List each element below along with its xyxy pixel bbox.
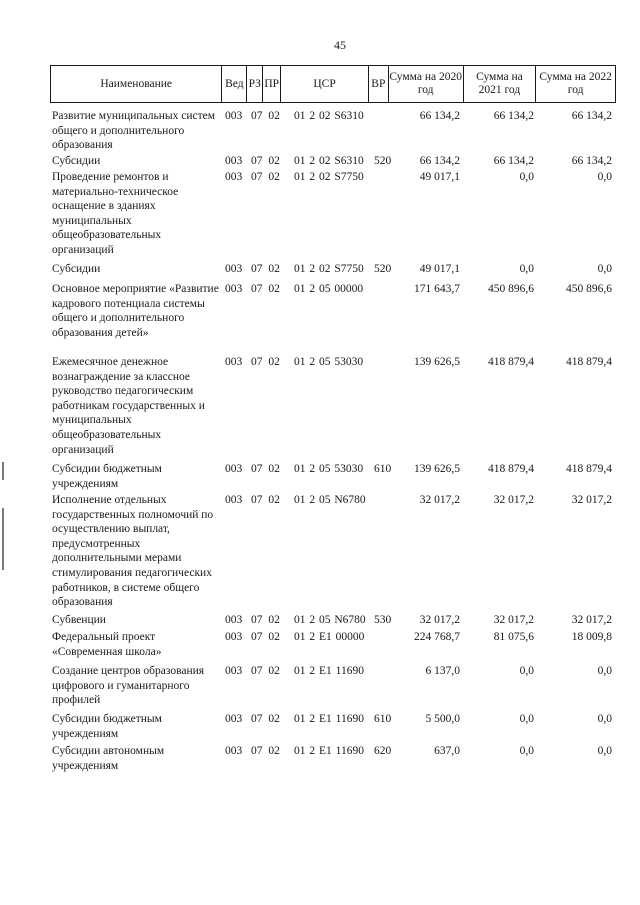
- row-ved: 003: [225, 263, 243, 275]
- row-vr: 620: [374, 745, 392, 757]
- row-name: Субсидии бюджетным учреждениям: [52, 463, 162, 490]
- row-csr: 01 2 E1 00000: [294, 631, 365, 643]
- row-vr: 520: [374, 263, 392, 275]
- column-header-pr: ПР: [263, 66, 281, 102]
- row-name: Субвенции: [52, 614, 106, 626]
- row-rz-pr: 07 02: [251, 713, 280, 725]
- row-sum-2022: 418 879,4: [566, 356, 612, 368]
- row-rz-pr: 07 02: [251, 110, 280, 122]
- row-sum-2020: 171 643,7: [414, 283, 460, 295]
- row-sum-2021: 0,0: [519, 745, 534, 757]
- column-header-sum-2022: Сумма на 2022 год: [539, 71, 612, 96]
- row-sum-2020: 224 768,7: [414, 631, 460, 643]
- column-header-name: Наименование: [51, 66, 222, 102]
- row-sum-2020: 637,0: [434, 745, 460, 757]
- row-name: Создание центров образования цифрового и гуманитарного профилей: [52, 665, 205, 707]
- row-sum-2020: 139 626,5: [414, 463, 460, 475]
- row-csr: 01 2 05 53030: [294, 463, 364, 475]
- row-csr: 01 2 E1 11690: [294, 745, 364, 757]
- row-sum-2020: 49 017,1: [419, 263, 460, 275]
- row-name: Основное мероприятие «Развитие кадрового потенциала системы общего и дополнительного образования детей»: [52, 283, 219, 339]
- column-header-csr: ЦСР: [281, 66, 369, 102]
- row-rz-pr: 07 02: [251, 283, 280, 295]
- margin-scan-mark: [2, 462, 4, 480]
- row-ved: 003: [225, 745, 243, 757]
- row-sum-2021: 32 017,2: [493, 494, 534, 506]
- row-vr: 520: [374, 155, 392, 167]
- row-sum-2021: 0,0: [519, 171, 534, 183]
- row-sum-2021: 66 134,2: [493, 110, 534, 122]
- row-vr: 610: [374, 463, 392, 475]
- row-sum-2022: 450 896,6: [566, 283, 612, 295]
- row-name: Ежемесячное денежное вознаграждение за классное руководство педагогическим работникам государственных и муниципальных общеобразовательных организаций: [52, 356, 205, 456]
- row-name: Субсидии: [52, 155, 101, 167]
- row-csr: 01 2 02 S7750: [294, 263, 364, 275]
- row-sum-2022: 0,0: [597, 171, 612, 183]
- row-name: Субсидии автономным учреждениям: [52, 745, 165, 772]
- row-sum-2020: 5 500,0: [425, 713, 460, 725]
- row-name: Субсидии бюджетным учреждениям: [52, 713, 162, 740]
- row-csr: 01 2 05 00000: [294, 283, 364, 295]
- row-sum-2022: 0,0: [597, 745, 612, 757]
- row-csr: 01 2 05 53030: [294, 356, 364, 368]
- row-sum-2021: 450 896,6: [488, 283, 534, 295]
- row-rz-pr: 07 02: [251, 263, 280, 275]
- row-rz-pr: 07 02: [251, 171, 280, 183]
- row-sum-2021: 418 879,4: [488, 356, 534, 368]
- row-rz-pr: 07 02: [251, 614, 280, 626]
- row-ved: 003: [225, 463, 243, 475]
- row-vr: 530: [374, 614, 392, 626]
- row-name: Проведение ремонтов и материально-техническое оснащение в зданиях муниципальных общеобразовательных организаций: [52, 171, 179, 256]
- row-sum-2022: 418 879,4: [566, 463, 612, 475]
- row-ved: 003: [225, 155, 243, 167]
- row-sum-2021: 66 134,2: [493, 155, 534, 167]
- row-name: Исполнение отдельных государственных полномочий по осуществлению выплат, предусмотренных дополнительными мерами стимулирования педагогических работников, в системе общего образования: [52, 494, 214, 609]
- row-vr: 610: [374, 713, 392, 725]
- row-name: Федеральный проект «Современная школа»: [52, 631, 162, 658]
- row-ved: 003: [225, 665, 243, 677]
- row-sum-2022: 0,0: [597, 263, 612, 275]
- row-ved: 003: [225, 283, 243, 295]
- row-csr: 01 2 05 N6780: [294, 494, 366, 506]
- row-sum-2022: 66 134,2: [571, 110, 612, 122]
- row-sum-2021: 418 879,4: [488, 463, 534, 475]
- row-ved: 003: [225, 171, 243, 183]
- row-sum-2020: 32 017,2: [419, 494, 460, 506]
- row-name: Субсидии: [52, 263, 101, 275]
- row-ved: 003: [225, 110, 243, 122]
- row-sum-2020: 66 134,2: [419, 110, 460, 122]
- column-header-sum-2021: Сумма на 2021 год: [464, 66, 537, 102]
- row-rz-pr: 07 02: [251, 356, 280, 368]
- row-csr: 01 2 E1 11690: [294, 665, 364, 677]
- row-sum-2022: 32 017,2: [571, 494, 612, 506]
- column-header-sum-2020: Сумма на 2020 год: [389, 66, 464, 102]
- row-csr: 01 2 02 S6310: [294, 155, 364, 167]
- page-number: 45: [334, 38, 346, 52]
- row-sum-2022: 32 017,2: [571, 614, 612, 626]
- row-sum-2020: 6 137,0: [425, 665, 460, 677]
- row-sum-2021: 0,0: [519, 263, 534, 275]
- row-rz-pr: 07 02: [251, 155, 280, 167]
- table-header: [50, 65, 616, 103]
- row-sum-2021: 81 075,6: [493, 631, 534, 643]
- row-sum-2022: 0,0: [597, 665, 612, 677]
- row-rz-pr: 07 02: [251, 631, 280, 643]
- row-rz-pr: 07 02: [251, 463, 280, 475]
- row-rz-pr: 07 02: [251, 745, 280, 757]
- row-sum-2022: 66 134,2: [571, 155, 612, 167]
- row-name: Развитие муниципальных систем общего и дополнительного образования: [52, 110, 216, 152]
- row-sum-2021: 32 017,2: [493, 614, 534, 626]
- row-ved: 003: [225, 713, 243, 725]
- row-ved: 003: [225, 356, 243, 368]
- row-ved: 003: [225, 614, 243, 626]
- row-ved: 003: [225, 631, 243, 643]
- row-rz-pr: 07 02: [251, 494, 280, 506]
- row-csr: 01 2 02 S6310: [294, 110, 364, 122]
- row-sum-2020: 139 626,5: [414, 356, 460, 368]
- row-sum-2020: 32 017,2: [419, 614, 460, 626]
- row-csr: 01 2 05 N6780: [294, 614, 366, 626]
- column-header-rz: РЗ: [247, 66, 263, 102]
- row-csr: 01 2 02 S7750: [294, 171, 364, 183]
- margin-scan-mark: [2, 508, 4, 570]
- row-sum-2020: 49 017,1: [419, 171, 460, 183]
- column-header-ved: Вед: [222, 66, 247, 102]
- row-ved: 003: [225, 494, 243, 506]
- row-sum-2020: 66 134,2: [419, 155, 460, 167]
- row-sum-2022: 0,0: [597, 713, 612, 725]
- row-sum-2022: 18 009,8: [571, 631, 612, 643]
- row-sum-2021: 0,0: [519, 713, 534, 725]
- row-sum-2021: 0,0: [519, 665, 534, 677]
- row-rz-pr: 07 02: [251, 665, 280, 677]
- row-csr: 01 2 E1 11690: [294, 713, 364, 725]
- column-header-vr: ВР: [369, 66, 389, 102]
